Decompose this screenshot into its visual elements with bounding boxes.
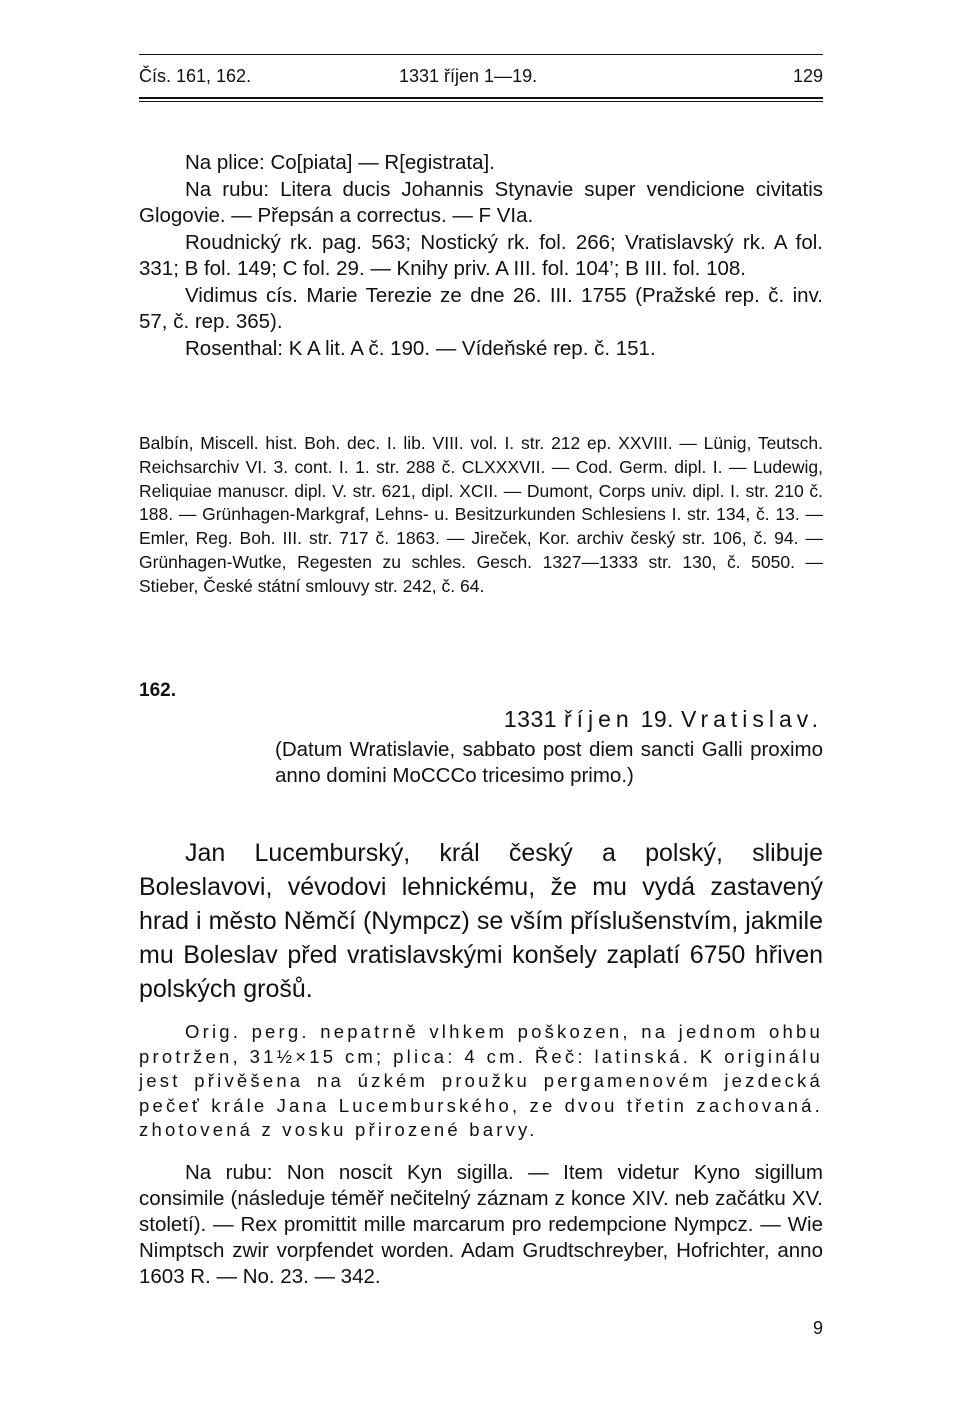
date-day: 19.	[640, 706, 675, 732]
doc162-heading	[275, 706, 823, 789]
doc162-original-block	[139, 1020, 823, 1143]
signature-mark: 9	[812, 1318, 823, 1338]
doc162-number: 162.	[139, 680, 176, 701]
date-year: 1331	[503, 706, 558, 732]
doc162-original-description: Orig. perg. nepatrně vlhkem poškozen, na jednom ohbu protržen, 31½×15 cm; plica: 4 cm. Řeč: latinská. K originálu jest přivěšena na úzkém proužku pergamenovém jezdecká pečeť krále Jana Lucemburského, ze dvou třetin zachovaná. zhotovená z vosku přirozené barvy.	[139, 1021, 823, 1140]
doc161-rosenthal: Rosenthal: K A lit. A č. 190. — Vídeňské rep. č. 151.	[185, 336, 656, 360]
doc161-plica-note: Na plice: Co[piata] — R[egistrata].	[185, 151, 495, 174]
doc162-datum: (Datum Wratislavie, sabbato post diem sancti Galli proximo anno domini MoCCCo tricesimo primo.)	[275, 738, 823, 787]
doc161-notes	[139, 150, 823, 362]
doc162-date-place	[275, 706, 823, 733]
literature-references: Balbín, Miscell. hist. Boh. dec. I. lib. VIII. vol. I. str. 212 ep. XXVIII. — Lünig, Teutsch. Reichsarchiv VI. 3. cont. I. 1. str. 288 č. CLXXXVII. — Cod. Germ. dipl. I. — Ludewig, Reliquiae manuscr. dipl. V. str. 621, dipl. XCII. — Dumont, Corps univ. dipl. I. str. 210 č. 188. — Grünhagen-Markgraf, Lehns- u. Besitzurkunden Schlesiens I. str. 134, č. 13. — Emler, Reg. Boh. III. str. 717 č. 1863. — Jireček, Kor. archiv český str. 106, č. 94. — Grünhagen-Wutke, Regesten zu schles. Gesch. 1327—1333 str. 130, č. 5050. — Stieber, České státní smlouvy str. 242, č. 64.	[139, 433, 823, 596]
doc162-rubus-note: Na rubu: Non noscit Kyn sigilla. — Item videtur Kyno sigillum consimile (následuje téměř nečitelný záznam z konce XIV. neb začátku XV. století). — Rex promittit mille marcarum pro redempcione Nympcz. — Wie Nimptsch zwir vorpfendet worden. Adam Grudtschreyber, Hofrichter, anno 1603 R. — No. 23. — 342.	[139, 1161, 823, 1288]
doc161-registers: Roudnický rk. pag. 563; Nostický rk. fol. 266; Vratislavský rk. A fol. 331; B fol. 149; C fol. 29. — Knihy priv. A III. fol. 104’; B III. fol. 108.	[139, 230, 823, 280]
page-number: 129	[792, 66, 823, 86]
doc162-abstract-block	[139, 836, 823, 1006]
header-rule	[139, 97, 823, 99]
doc161-rubus-note: Na rubu: Litera ducis Johannis Stynavie super vendicione civitatis Glogovie. — Přepsán a correctus. — F VIa.	[139, 177, 823, 227]
running-head-date: 1331 říjen 1—19.	[399, 66, 538, 86]
top-rule	[139, 54, 823, 55]
running-head-doc-numbers: Čís. 161, 162.	[139, 66, 252, 86]
date-month: říjen	[563, 706, 634, 732]
header-rule-thin	[139, 101, 823, 102]
running-head	[139, 66, 823, 90]
doc161-vidimus: Vidimus cís. Marie Terezie ze dne 26. III. 1755 (Pražské rep. č. inv. 57, č. rep. 365).	[139, 283, 823, 333]
doc162-abstract: Jan Lucemburský, král český a polský, slibuje Boleslavovi, vévodovi lehnickému, že mu vydá zastavený hrad i město Němčí (Nympcz) se vším příslušenstvím, jakmile mu Boleslav před vratislavskými konšely zaplatí 6750 hřiven polských grošů.	[139, 839, 823, 1003]
date-place: Vratislav.	[680, 706, 823, 732]
doc162-rubus-block	[139, 1160, 823, 1290]
doc161-literature	[139, 432, 823, 599]
